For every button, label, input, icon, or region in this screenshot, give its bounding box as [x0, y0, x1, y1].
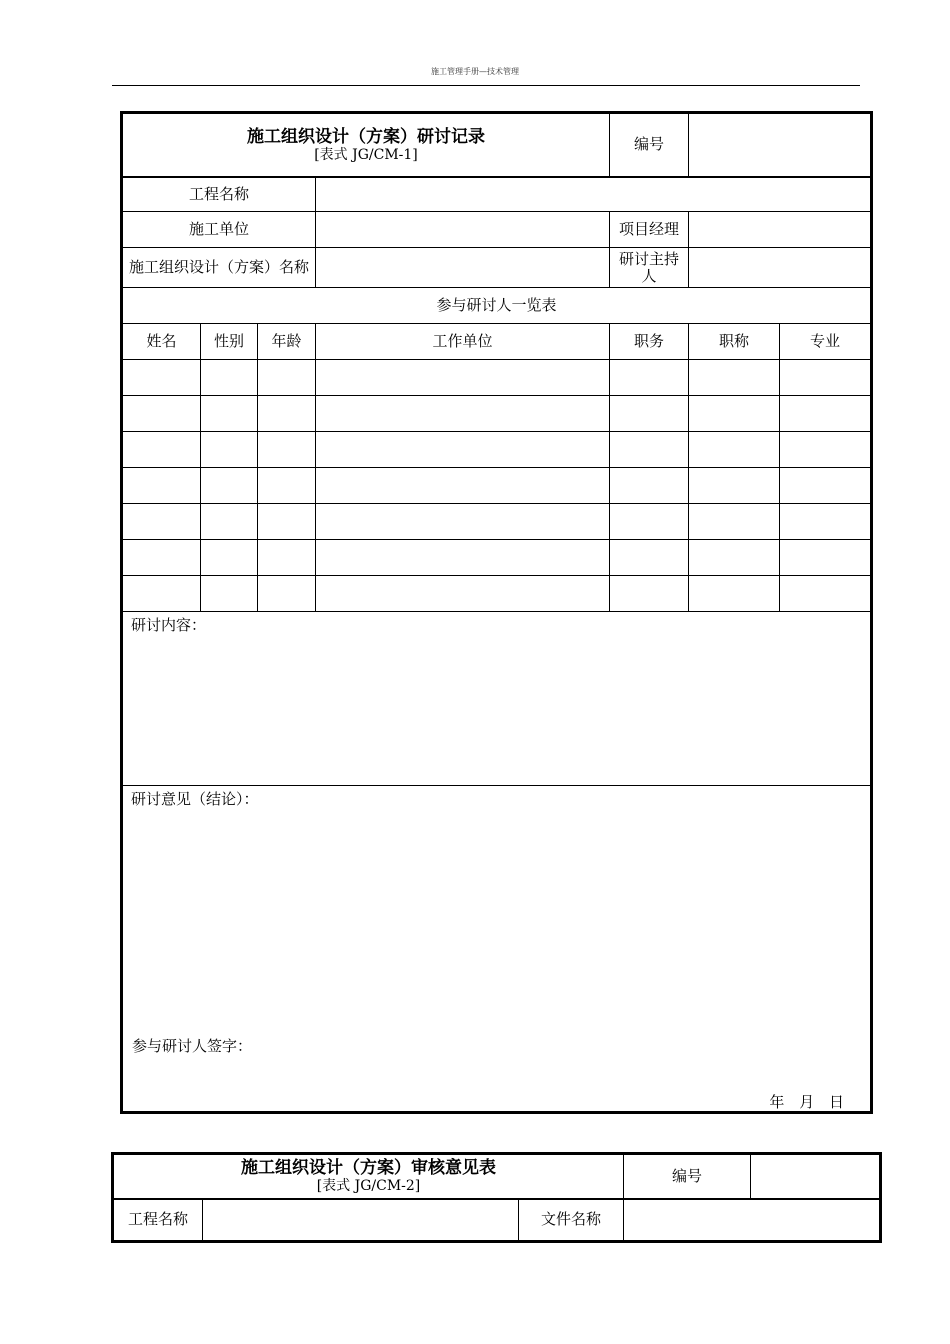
host-field[interactable]	[689, 248, 871, 288]
form2-file-name-field[interactable]	[624, 1199, 880, 1241]
table-row	[123, 360, 871, 396]
table-cell[interactable]	[689, 504, 780, 540]
date-year: 年	[769, 1093, 785, 1111]
table-cell[interactable]	[689, 540, 780, 576]
content-area[interactable]	[123, 612, 871, 786]
table-cell[interactable]	[201, 468, 258, 504]
table-cell[interactable]	[780, 432, 871, 468]
table-cell[interactable]	[201, 540, 258, 576]
table-cell[interactable]	[780, 576, 871, 612]
table-cell[interactable]	[780, 396, 871, 432]
form2-project-name-label: 工程名称	[114, 1199, 203, 1241]
number-field[interactable]	[689, 114, 871, 177]
table-cell[interactable]	[258, 540, 316, 576]
table-cell[interactable]	[689, 396, 780, 432]
table-cell[interactable]	[123, 360, 201, 396]
table-cell[interactable]	[258, 576, 316, 612]
table-cell[interactable]	[123, 576, 201, 612]
table-cell[interactable]	[316, 432, 610, 468]
column-header: 职务	[610, 324, 689, 360]
table-cell[interactable]	[123, 468, 201, 504]
table-cell[interactable]	[201, 432, 258, 468]
table-cell[interactable]	[123, 432, 201, 468]
column-header: 性别	[201, 324, 258, 360]
contractor-field[interactable]	[316, 212, 610, 248]
discussion-record-form	[122, 113, 871, 1112]
table-cell[interactable]	[610, 360, 689, 396]
table-cell[interactable]	[610, 396, 689, 432]
form2-code: [表式 JG/CM-2]	[316, 1178, 421, 1195]
table-cell[interactable]	[123, 540, 201, 576]
table-cell[interactable]	[316, 468, 610, 504]
table-cell[interactable]	[689, 468, 780, 504]
table-cell[interactable]	[316, 360, 610, 396]
table-cell[interactable]	[780, 504, 871, 540]
table-cell[interactable]	[780, 468, 871, 504]
form2-number-field[interactable]	[751, 1155, 880, 1199]
content-label: 研讨内容：	[131, 616, 207, 634]
plan-name-label: 施工组织设计（方案）名称	[123, 248, 316, 288]
opinion-label: 研讨意见（结论）：	[131, 790, 259, 808]
table-cell[interactable]	[610, 468, 689, 504]
table-cell[interactable]	[201, 576, 258, 612]
page-header: 施工管理手册—技术管理	[431, 67, 519, 76]
table-cell[interactable]	[610, 504, 689, 540]
table-cell[interactable]	[258, 360, 316, 396]
date-day: 日	[828, 1093, 844, 1111]
project-name-field[interactable]	[316, 177, 871, 212]
column-header: 姓名	[123, 324, 201, 360]
form2-title: 施工组织设计（方案）审核意见表	[241, 1158, 496, 1179]
table-cell[interactable]	[316, 504, 610, 540]
form2-project-name-field[interactable]	[203, 1199, 519, 1241]
date-line	[759, 1094, 844, 1111]
header-divider	[112, 85, 860, 86]
table-cell[interactable]	[316, 540, 610, 576]
form2-file-name-label: 文件名称	[519, 1199, 624, 1241]
form-code: [表式 JG/CM-1]	[314, 146, 418, 163]
table-cell[interactable]	[123, 504, 201, 540]
table-cell[interactable]	[258, 468, 316, 504]
table-cell[interactable]	[258, 504, 316, 540]
table-cell[interactable]	[316, 396, 610, 432]
table-row	[123, 468, 871, 504]
table-cell[interactable]	[689, 576, 780, 612]
participants-title: 参与研讨人一览表	[123, 288, 871, 324]
column-header: 职称	[689, 324, 780, 360]
form-title: 施工组织设计（方案）研讨记录	[247, 126, 485, 147]
table-row	[123, 396, 871, 432]
table-cell[interactable]	[201, 396, 258, 432]
project-manager-label: 项目经理	[610, 212, 689, 248]
date-month: 月	[799, 1093, 815, 1111]
table-cell[interactable]	[689, 360, 780, 396]
table-row	[123, 576, 871, 612]
column-header: 年龄	[258, 324, 316, 360]
table-cell[interactable]	[610, 540, 689, 576]
number-label: 编号	[610, 114, 689, 177]
table-cell[interactable]	[201, 360, 258, 396]
contractor-label: 施工单位	[123, 212, 316, 248]
column-header: 工作单位	[316, 324, 610, 360]
table-cell[interactable]	[258, 432, 316, 468]
form2-title-cell	[114, 1155, 624, 1199]
review-opinion-form	[113, 1154, 880, 1241]
project-name-label: 工程名称	[123, 177, 316, 212]
table-cell[interactable]	[780, 360, 871, 396]
table-cell[interactable]	[689, 432, 780, 468]
opinion-area[interactable]	[123, 786, 871, 1112]
table-row	[123, 432, 871, 468]
table-cell[interactable]	[316, 576, 610, 612]
table-row	[123, 540, 871, 576]
table-cell[interactable]	[610, 576, 689, 612]
table-row	[123, 504, 871, 540]
column-header: 专业	[780, 324, 871, 360]
table-cell[interactable]	[258, 396, 316, 432]
table-cell[interactable]	[123, 396, 201, 432]
form-title-cell	[123, 114, 610, 177]
project-manager-field[interactable]	[689, 212, 871, 248]
signature-label: 参与研讨人签字：	[132, 1037, 253, 1055]
form2-number-label: 编号	[624, 1155, 751, 1199]
host-label: 研讨主持人	[610, 248, 689, 288]
plan-name-field[interactable]	[316, 248, 610, 288]
table-cell[interactable]	[610, 432, 689, 468]
table-cell[interactable]	[201, 504, 258, 540]
table-cell[interactable]	[780, 540, 871, 576]
